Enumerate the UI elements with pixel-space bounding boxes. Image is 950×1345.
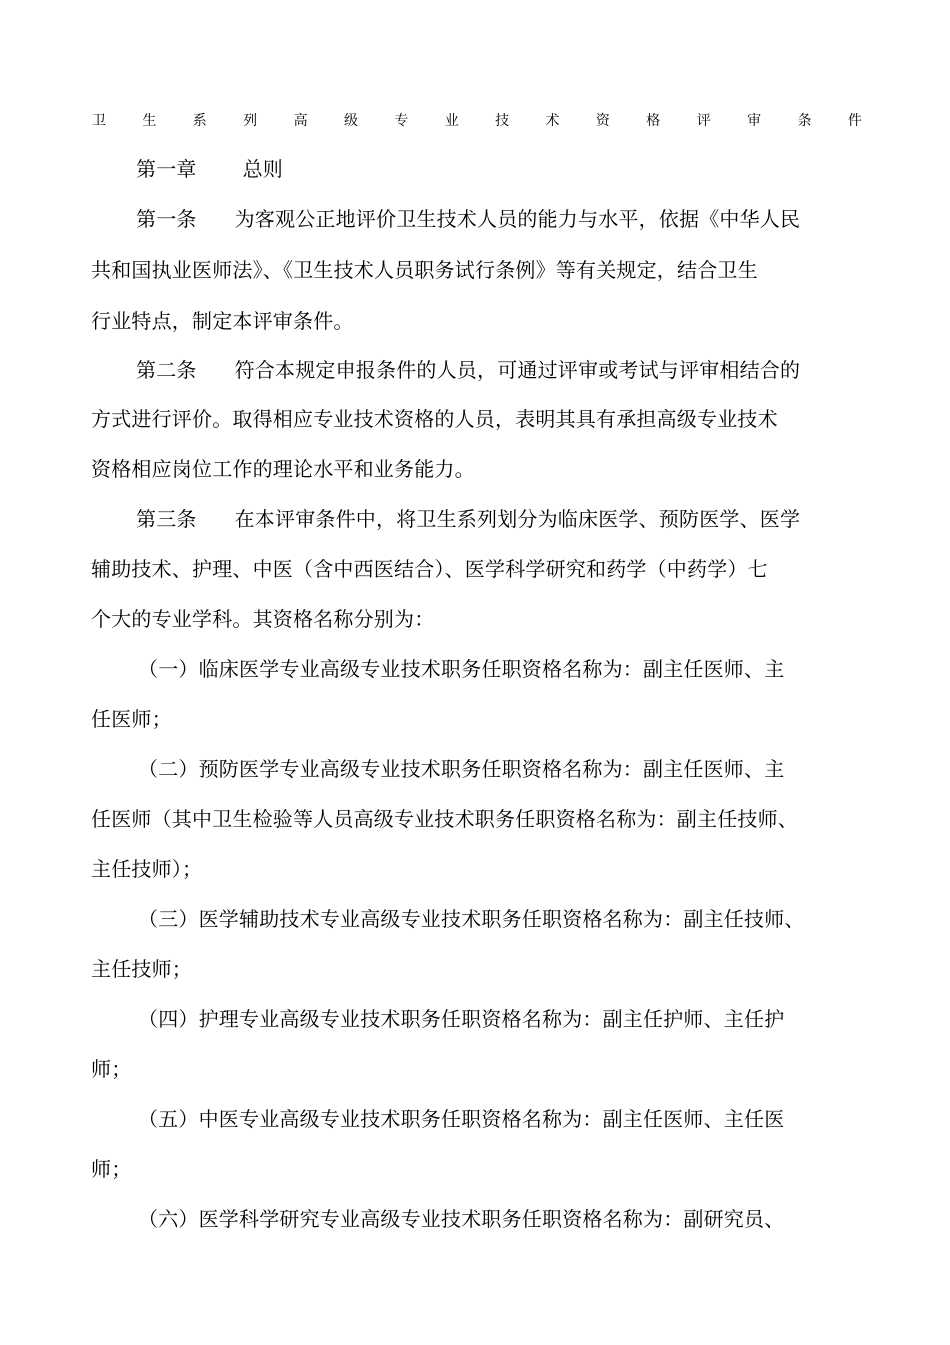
list-item-2-line-2: 任医师（其中卫生检验等人员高级专业技术职务任职资格名称为：副主任技师、 — [91, 807, 798, 831]
title-char: 审 — [747, 113, 762, 129]
article-2-first-line — [136, 356, 800, 384]
chapter-heading — [136, 155, 283, 183]
list-item-2-line-3: 主任技师）； — [91, 857, 203, 881]
list-item-1-line-2: 任医师； — [91, 707, 172, 731]
title-char: 术 — [545, 113, 560, 129]
article-3-line-2: 辅助技术、护理、中医（含中西医结合）、医学科学研究和药学（中药学）七 — [91, 557, 768, 581]
list-item-1-line-1: （一）临床医学专业高级专业技术职务任职资格名称为：副主任医师、主 — [138, 657, 785, 681]
article-1-label: 第一条 — [136, 207, 197, 231]
title-char: 卫 — [92, 113, 106, 129]
title-char: 专 — [394, 113, 409, 129]
list-item-4-line-1: （四）护理专业高级专业技术职务任职资格名称为：副主任护师、主任护 — [138, 1007, 785, 1031]
article-2-line-3: 资格相应岗位工作的理论水平和业务能力。 — [91, 457, 475, 481]
list-item-6-line-1: （六）医学科学研究专业高级专业技术职务任职资格名称为：副研究员、 — [138, 1207, 785, 1231]
article-1-line-2: 共和国执业医师法》、《卫生技术人员职务试行条例》等有关规定，结合卫生 — [91, 258, 758, 282]
list-item-4-line-2: 师； — [91, 1057, 132, 1081]
article-1-text: 为客观公正地评价卫生技术人员的能力与水平，依据《中华人民 — [234, 207, 801, 231]
article-3-label: 第三条 — [136, 507, 197, 531]
title-char: 生 — [142, 113, 157, 129]
title-char: 件 — [847, 113, 862, 129]
title-char: 评 — [696, 113, 711, 129]
list-item-5-line-1: （五）中医专业高级专业技术职务任职资格名称为：副主任医师、主任医 — [138, 1107, 785, 1131]
chapter-name: 总则 — [242, 157, 284, 181]
title-char: 条 — [797, 113, 812, 129]
article-3-line-3: 个大的专业学科。其资格名称分别为： — [91, 607, 435, 631]
list-item-2-line-1: （二）预防医学专业高级专业技术职务任职资格名称为：副主任医师、主 — [138, 757, 785, 781]
title-char: 业 — [444, 113, 459, 129]
article-2-line-2: 方式进行评价。取得相应专业技术资格的人员，表明其具有承担高级专业技术 — [91, 407, 778, 431]
title-char: 级 — [343, 113, 358, 129]
title-char: 格 — [646, 113, 661, 129]
article-2-label: 第二条 — [136, 358, 197, 382]
list-item-5-line-2: 师； — [91, 1157, 132, 1181]
article-1-line-3: 行业特点，制定本评审条件。 — [91, 309, 354, 333]
article-1-first-line — [136, 205, 800, 233]
list-item-3-line-1: （三）医学辅助技术专业高级专业技术职务任职资格名称为：副主任技师、 — [138, 907, 805, 931]
title-char: 高 — [293, 113, 308, 129]
title-char: 系 — [192, 113, 207, 129]
list-item-3-line-2: 主任技师； — [91, 957, 192, 981]
article-2-text: 符合本规定申报条件的人员，可通过评审或考试与评审相结合的 — [234, 358, 801, 382]
article-3-text: 在本评审条件中，将卫生系列划分为临床医学、预防医学、医学 — [234, 507, 801, 531]
title-char: 列 — [243, 113, 258, 129]
document-title — [92, 111, 862, 131]
chapter-number: 第一章 — [136, 157, 197, 181]
title-char: 技 — [495, 113, 510, 129]
article-3-first-line — [136, 505, 800, 533]
title-char: 资 — [595, 113, 610, 129]
